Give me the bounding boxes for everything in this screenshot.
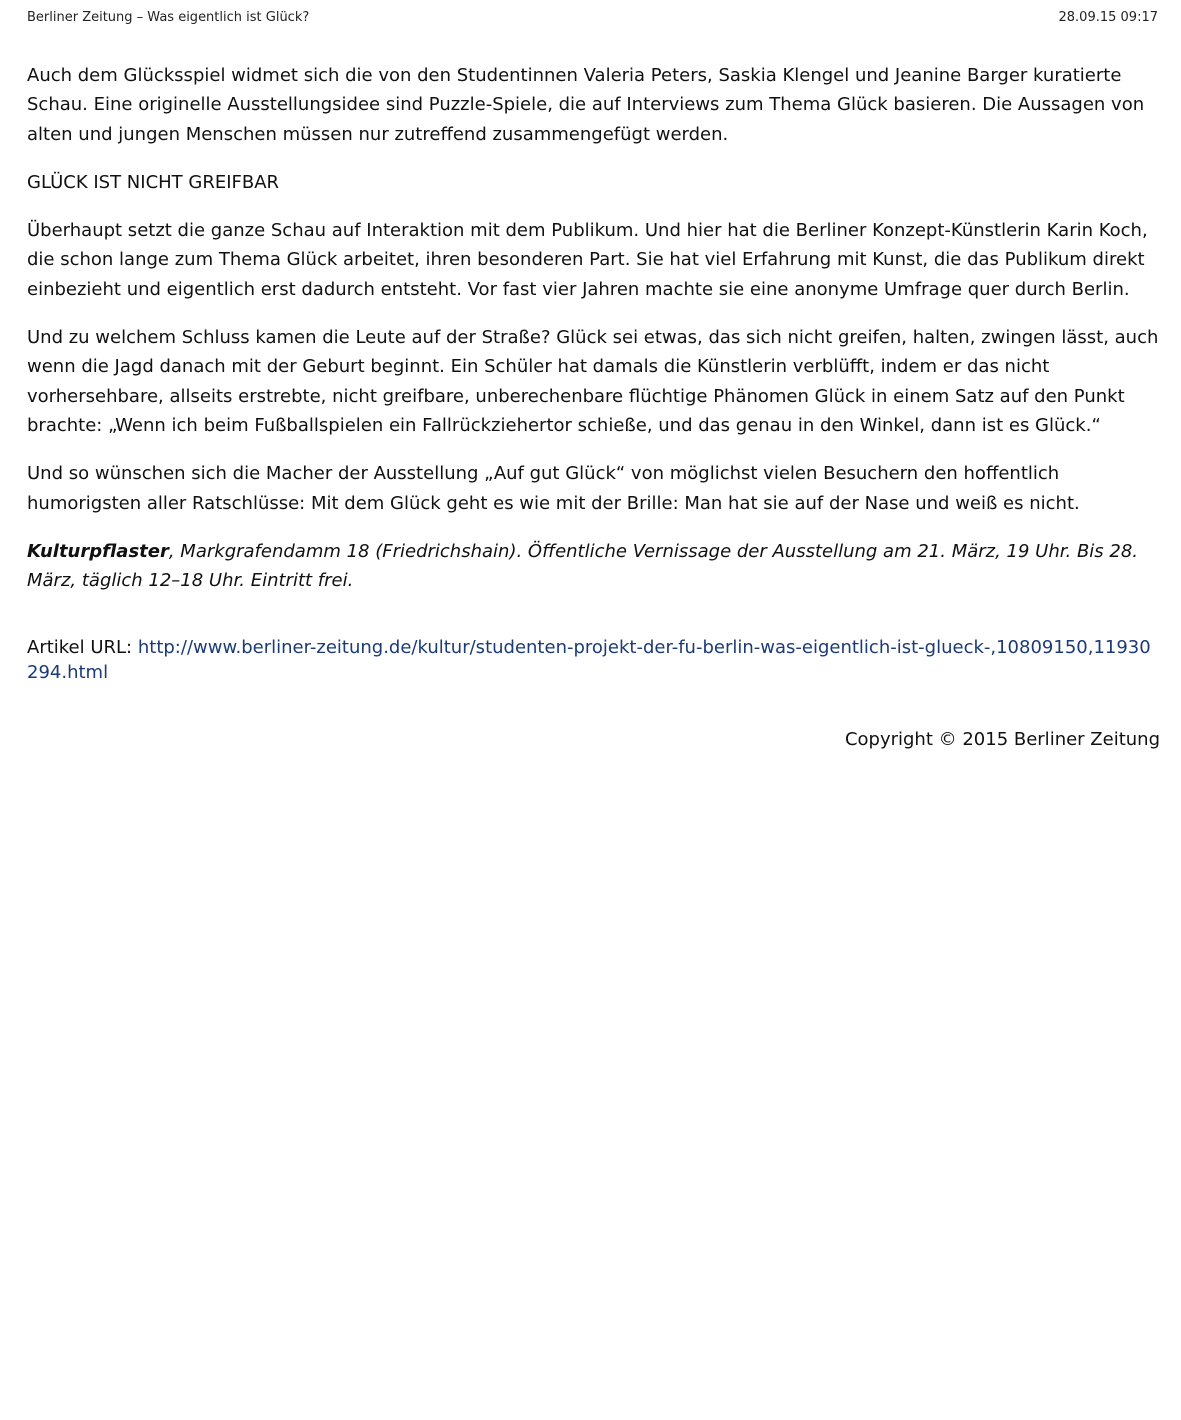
article-paragraph-4: Und so wünschen sich die Macher der Ausstellung „Auf gut Glück“ von möglichst vielen Besuchern den hoffentlich humorigsten aller Ratschlüsse: Mit dem Glück geht es wie mit der Brille: Man hat sie auf der Nase und weiß es nicht. [27,463,1080,514]
copyright-notice: Copyright © 2015 Berliner Zeitung [844,729,1160,751]
venue-name: Kulturpflaster [27,540,169,562]
exhibition-details: , Markgrafendamm 18 (Friedrichshain). Öffentliche Vernissage der Ausstellung am 21. März, 19 Uhr. Bis 28. März, täglich 12–18 Uhr. Eintritt frei. [27,540,1139,592]
article-body [27,61,1160,755]
article-paragraph-3: Und zu welchem Schluss kamen die Leute auf der Straße? Glück sei etwas, das sich nicht greifen, halten, zwingen lässt, auch wenn die Jagd danach mit der Geburt beginnt. Ein Schüler hat damals die Künstlerin verblüfft, indem er das nicht vorhersehbare, allseits erstrebte, nicht greifbare, unberechenbare flüchtige Phänomen Glück in einem Satz auf den Punkt brachte: „Wenn ich beim Fußballspielen ein Fallrückziehertor schieße, und das genau in den Winkel, dann ist es Glück.“ [27,327,1159,436]
print-datetime: 28.09.15 09:17 [1058,10,1158,25]
article-url-label: Artikel URL: [27,637,138,659]
article-url-line [27,635,1160,685]
article-paragraph-1: Auch dem Glücksspiel widmet sich die von den Studentinnen Valeria Peters, Saskia Klengel und Jeanine Barger kuratierte Schau. Eine originelle Ausstellungsidee sind Puzzle-Spiele, die auf Interviews zum Thema Glück basieren. Die Aussagen von alten und jungen Menschen müssen nur zutreffend zusammengefügt werden. [27,65,1145,145]
article-paragraph-2: Überhaupt setzt die ganze Schau auf Interaktion mit dem Publikum. Und hier hat die Berliner Konzept-Künstlerin Karin Koch, die schon lange zum Thema Glück arbeitet, ihren besonderen Part. Sie hat viel Erfahrung mit Kunst, die das Publikum direkt einbezieht und eigentlich erst dadurch entsteht. Vor fast vier Jahren machte sie eine anonyme Umfrage quer durch Berlin. [27,220,1148,300]
article-subheading: GLÜCK IST NICHT GREIFBAR [27,171,280,193]
print-header [27,9,1158,29]
exhibition-info [27,537,1160,596]
article-url-link[interactable]: http://www.berliner-zeitung.de/kultur/studenten-projekt-der-fu-berlin-was-eigentlich-ist-glueck-,10809150,11930294.html [27,637,1151,684]
page-title: Berliner Zeitung – Was eigentlich ist Glück? [27,10,310,25]
